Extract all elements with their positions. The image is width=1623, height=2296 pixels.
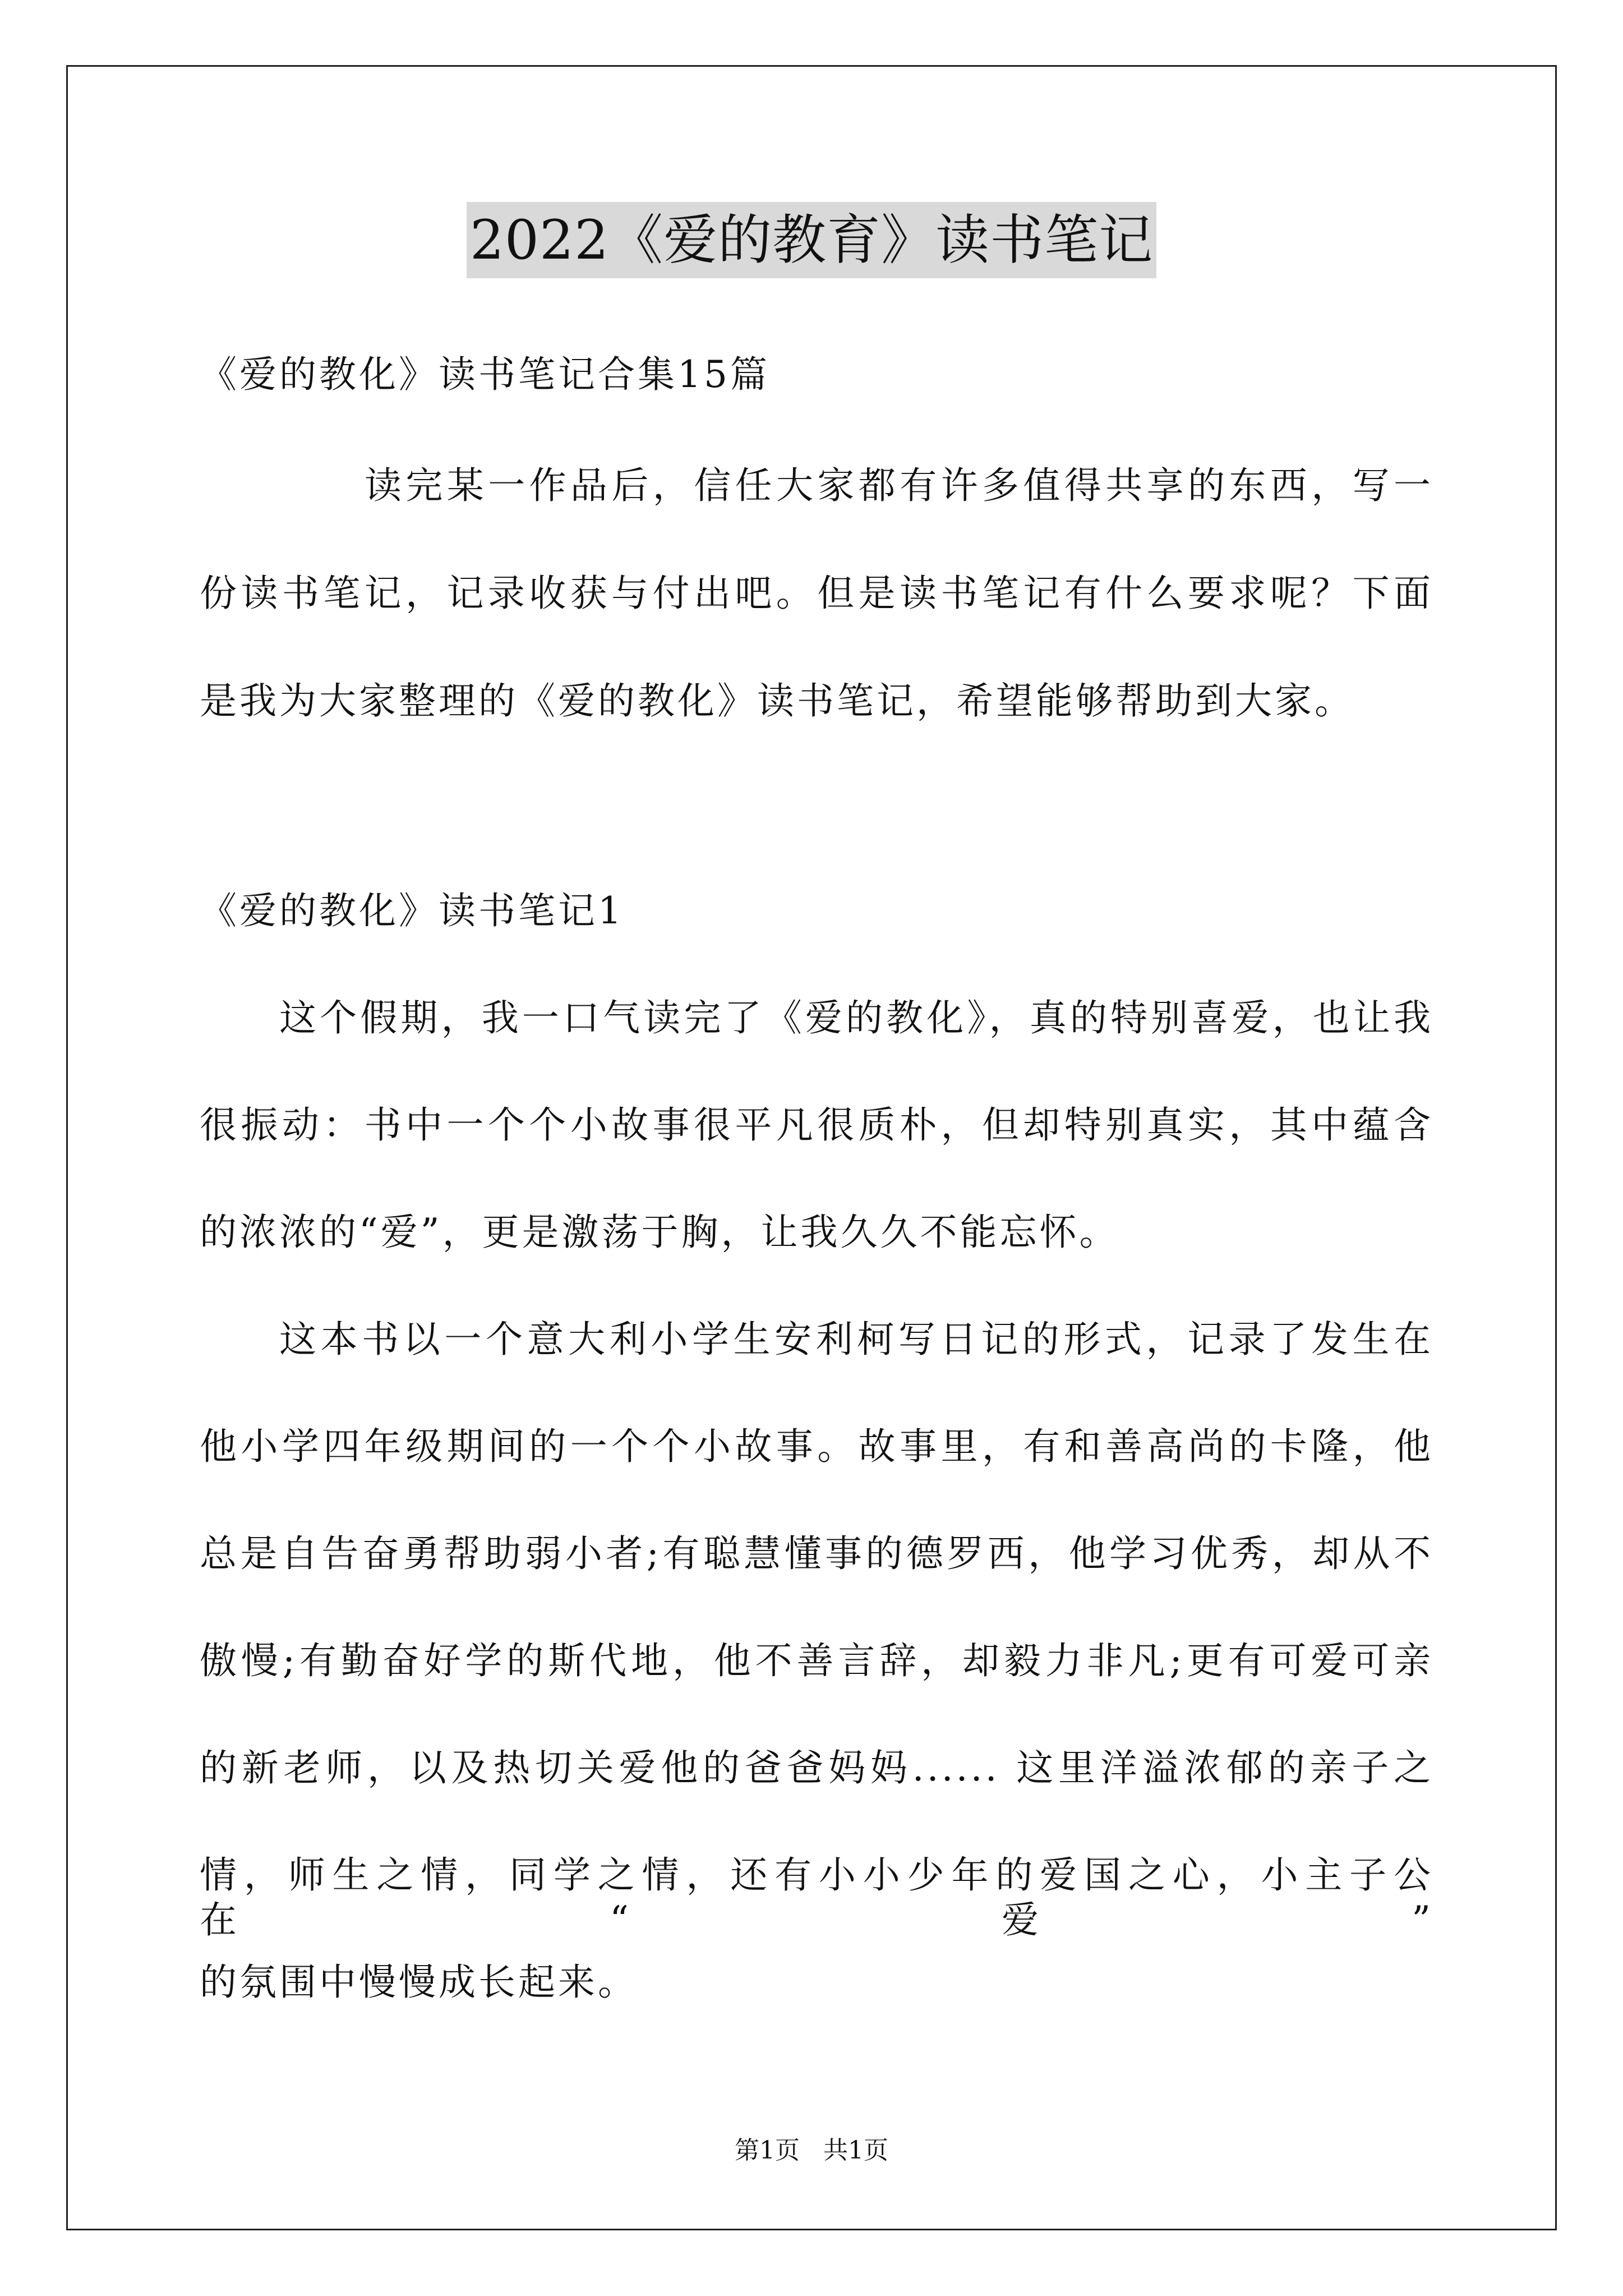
paragraph-line: 情，师生之情，同学之情，还有小小少年的爱国之心，小主子公在“爱” — [200, 1853, 1433, 1941]
paragraph-line: 很振动：书中一个个小故事很平凡很质朴，但却特别真实，其中蕴含 — [200, 1103, 1433, 1147]
intro-line: 是我为大家整理的《爱的教化》读书笔记，希望能够帮助到大家。 — [200, 679, 1354, 723]
paragraph-line: 的氛围中慢慢成长起来。 — [200, 1961, 638, 2004]
page-footer: 第1页 共1页 — [735, 2136, 888, 2165]
subtitle: 《爱的教化》读书笔记合集15篇 — [200, 353, 770, 396]
paragraph-line: 傲慢;有勤奋好学的斯代地，他不善言辞，却毅力非凡;更有可爱可亲 — [200, 1639, 1433, 1682]
paragraph-line: 总是自告奋勇帮助弱小者;有聪慧懂事的德罗西，他学习优秀，却从不 — [200, 1532, 1433, 1575]
paragraph-line: 这本书以一个意大利小学生安利柯写日记的形式，记录了发生在 — [279, 1318, 1433, 1361]
paragraph-line: 这个假期，我一口气读完了《爱的教化》，真的特别喜爱，也让我 — [279, 996, 1433, 1039]
title-container — [0, 202, 1623, 278]
intro-line: 份读书笔记，记录收获与付出吧。但是读书笔记有什么要求呢？下面 — [200, 572, 1433, 615]
section-heading: 《爱的教化》读书笔记1 — [200, 889, 624, 932]
paragraph-line: 的浓浓的“爱”，更是激荡于胸，让我久久不能忘怀。 — [200, 1211, 1119, 1254]
page-title: 2022《爱的教育》读书笔记 — [467, 202, 1156, 278]
paragraph-line: 他小学四年级期间的一个个小故事。故事里，有和善高尚的卡隆，他 — [200, 1425, 1433, 1468]
paragraph-line: 的新老师，以及热切关爱他的爸爸妈妈...... 这里洋溢浓郁的亲子之 — [200, 1746, 1433, 1789]
intro-line: 读完某一作品后，信任大家都有许多值得共享的东西，写一 — [365, 464, 1433, 507]
